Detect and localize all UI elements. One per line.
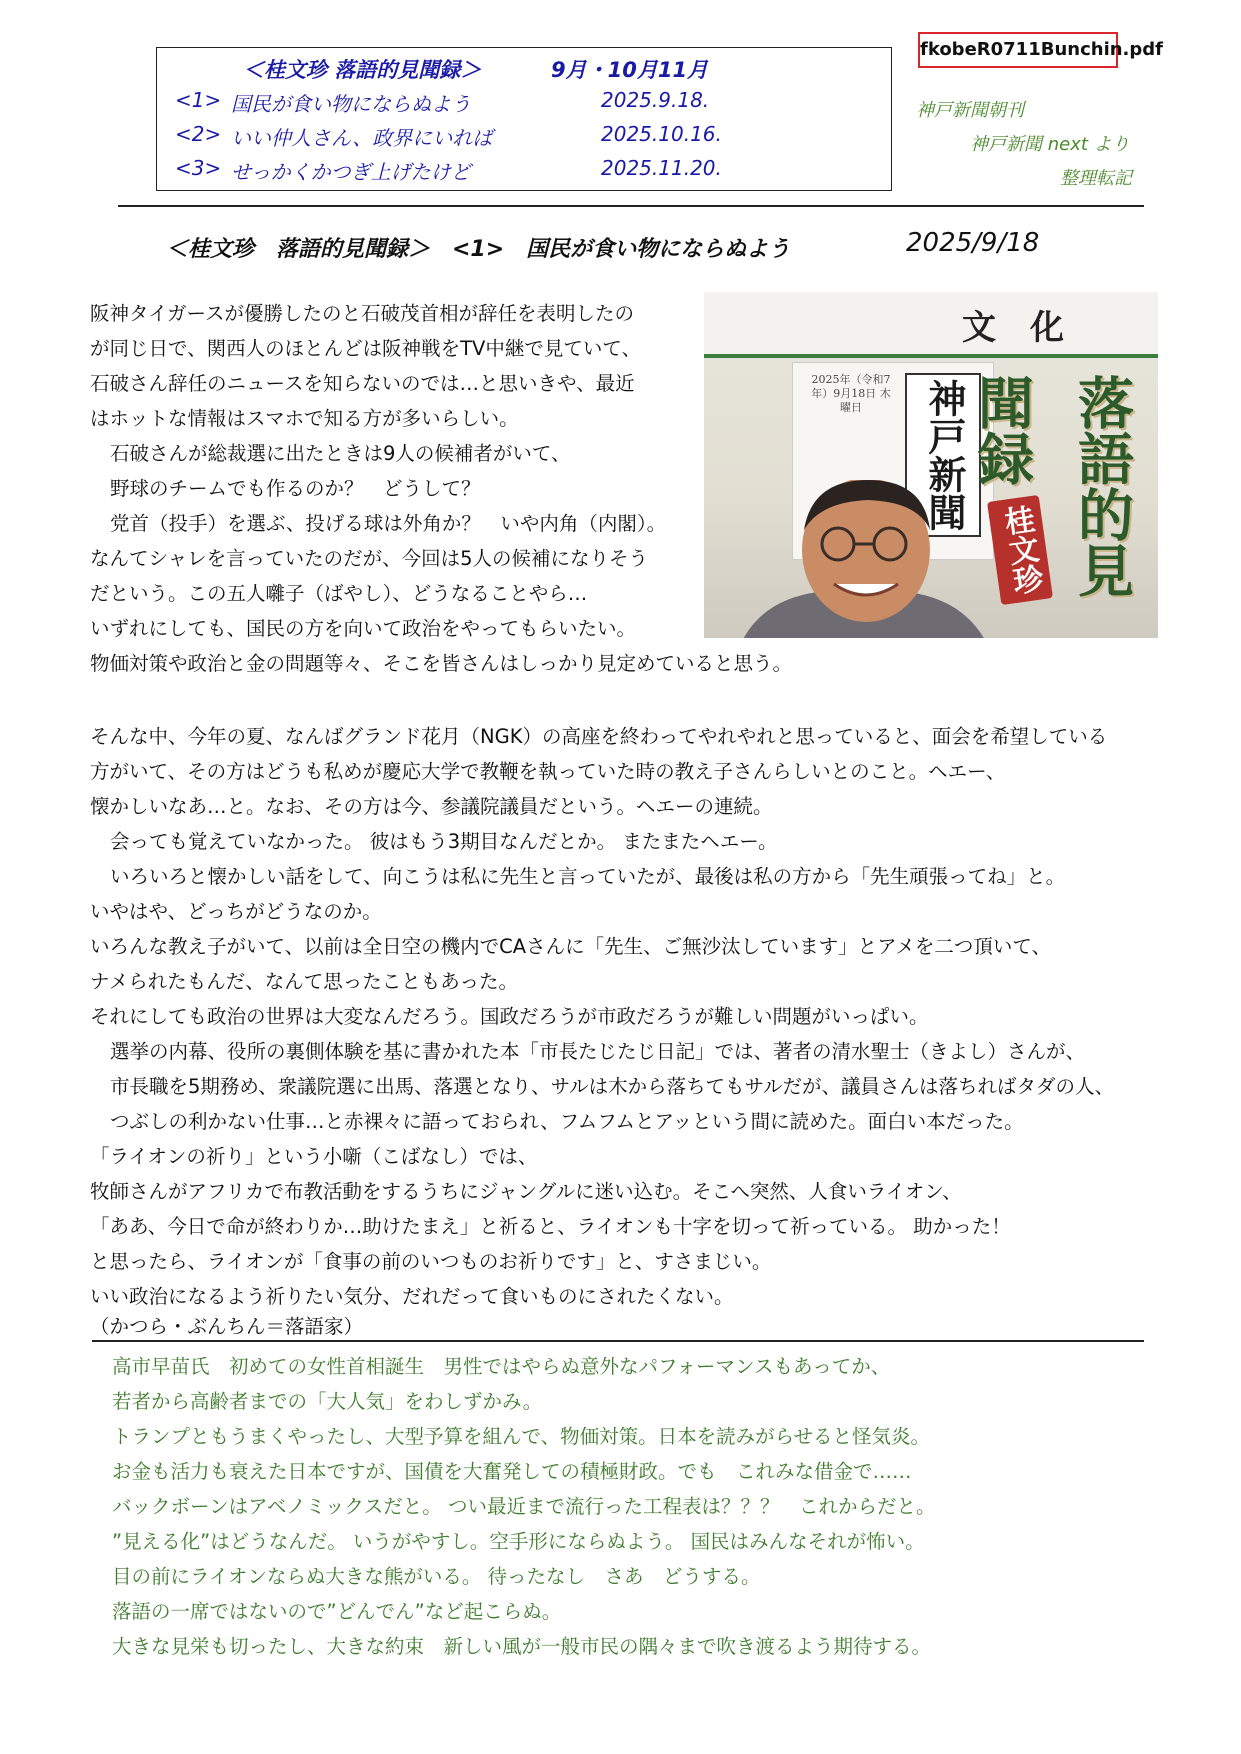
index-item-date: 2025.9.18. xyxy=(601,88,710,112)
author-seal: 桂文珍 xyxy=(987,495,1053,605)
source-note: 神戸新聞朝刊 xyxy=(916,100,1024,121)
index-title: ＜桂文珍 落語的見聞録＞ xyxy=(243,58,482,82)
divider xyxy=(92,1340,1144,1342)
source-note: 整理転記 xyxy=(1060,168,1132,189)
index-item-date: 2025.11.20. xyxy=(601,156,722,180)
body-line: いい政治になるよう祈りたい気分、だれだって食いものにされたくない。 xyxy=(90,1285,734,1308)
body-line: 「ああ、今日で命が終わりか…助けたまえ」と祈ると、ライオンも十字を切って祈っている。 助かった！ xyxy=(90,1215,1011,1238)
body-line: 阪神タイガースが優勝したのと石破茂首相が辞任を表明したの xyxy=(90,302,635,325)
body-line: 石破さんが総裁選に出たときは9人の候補者がいて、 xyxy=(110,442,571,465)
body-line: 市長職を5期務め、衆議院選に出馬、落選となり、サルは木から落ちてもサルだが、議員さんは落ちればタダの人、 xyxy=(110,1075,1114,1098)
body-line: 会っても覚えていなかった。 彼はもう3期目なんだとか。 またまたヘエー。 xyxy=(110,830,778,853)
commentary-line: バックボーンはアベノミックスだと。 つい最近まで流行った工程表は？？？ これからだと。 xyxy=(112,1495,936,1518)
file-name-label: fkobeR0711Bunchin.pdf xyxy=(918,32,1118,68)
author-portrait xyxy=(728,480,998,638)
commentary-line: 若者から高齢者までの「大人気」をわしずかみ。 xyxy=(112,1390,543,1413)
newspaper-name: 神戸新聞 xyxy=(905,373,981,537)
body-line: 物価対策や政治と金の問題等々、そこを皆さんはしっかり見定めていると思う。 xyxy=(90,652,793,675)
source-note: 神戸新聞 next より xyxy=(970,134,1130,155)
body-line: ナメられたもんだ、なんて思ったこともあった。 xyxy=(90,970,519,993)
index-box xyxy=(156,47,892,191)
commentary-line: 落語の一席ではないので”どんでん”など起こらぬ。 xyxy=(112,1600,562,1623)
index-item-date: 2025.10.16. xyxy=(601,122,722,146)
photo-section-label: 文化 xyxy=(962,308,1098,348)
body-line: いやはや、どっちがどうなのか。 xyxy=(90,900,382,923)
body-line: 方がいて、その方はどうも私めが慶応大学で教鞭を執っていた時の教え子さんらしいとのこと。ヘエー、 xyxy=(90,760,1006,783)
photo-section-band xyxy=(704,292,1158,358)
author-byline: （かつら・ぶんちん＝落語家） xyxy=(90,1315,364,1338)
body-line: 選挙の内幕、役所の裏側体験を基に書かれた本「市長たじたじ日記」では、著者の清水聖士（きよし）さんが、 xyxy=(110,1040,1086,1063)
body-line: 牧師さんがアフリカで布教活動をするうちにジャングルに迷い込む。そこへ突然、人食いライオン、 xyxy=(90,1180,962,1203)
divider xyxy=(118,205,1144,207)
body-line: そんな中、今年の夏、なんばグランド花月（NGK）の高座を終わってやれやれと思っていると、面会を希望している xyxy=(90,725,1108,748)
body-line: なんてシャレを言っていたのだが、今回は5人の候補になりそう xyxy=(90,547,649,570)
body-line: 「ライオンの祈り」という小噺（こばなし）では、 xyxy=(90,1145,538,1168)
commentary-line: 高市早苗氏 初めての女性首相誕生 男性ではやらぬ意外なパフォーマンスもあってか、 xyxy=(112,1355,891,1378)
newspaper-date: 2025年（令和7年）9月18日 木曜日 xyxy=(811,373,891,414)
article-photo xyxy=(704,292,1158,638)
commentary-line: お金も活力も衰えた日本ですが、国債を大奮発しての積極財政。でも これみな借金で…… xyxy=(112,1460,912,1483)
body-line: が同じ日で、関西人のほとんどは阪神戦をTV中継で見ていて、 xyxy=(90,337,641,360)
body-line: いろいろと懐かしい話をして、向こうは私に先生と言っていたが、最後は私の方から「先生頑張ってね」と。 xyxy=(110,865,1066,888)
body-line: いずれにしても、国民の方を向いて政治をやってもらいたい。 xyxy=(90,617,637,640)
index-item-num: <1> xyxy=(175,88,222,112)
commentary-line: 目の前にライオンならぬ大きな熊がいる。 待ったなし さあ どうする。 xyxy=(112,1565,761,1588)
body-line: それにしても政治の世界は大変なんだろう。国政だろうが市政だろうが難しい問題がいっぱい。 xyxy=(90,1005,929,1028)
column-title: 落語的見聞録 xyxy=(969,374,1135,598)
body-line: 石破さん辞任のニュースを知らないのでは…と思いきや、最近 xyxy=(90,372,635,395)
body-line: と思ったら、ライオンが「食事の前のいつものお祈りです」と、すさまじい。 xyxy=(90,1250,772,1273)
commentary-line: ”見える化”はどうなんだ。 いうがやすし。空手形にならぬよう。 国民はみんなそれが怖い。 xyxy=(112,1530,925,1553)
index-item-title: 国民が食い物にならぬよう xyxy=(231,92,471,116)
commentary-line: 大きな見栄も切ったし、大きな約束 新しい風が一般市民の隅々まで吹き渡るよう期待する。 xyxy=(112,1635,932,1658)
body-line: はホットな情報はスマホで知る方が多いらしい。 xyxy=(90,407,519,430)
commentary-line: トランプともうまくやったし、大型予算を組んで、物価対策。日本を読みがらせると怪気炎。 xyxy=(112,1425,931,1448)
article-date: 2025/9/18 xyxy=(906,228,1040,258)
index-item-title: いい仲人さん、政界にいれば xyxy=(231,126,493,150)
body-line: だという。この五人囃子（ばやし）、どうなることやら… xyxy=(90,582,588,605)
article-heading: ＜桂文珍 落語的見聞録＞ <1> 国民が食い物にならぬよう xyxy=(166,237,791,262)
body-line: 懐かしいなあ…と。なお、その方は今、参議院議員だという。ヘエーの連続。 xyxy=(90,795,773,818)
index-item-title: せっかくかつぎ上げたけど xyxy=(231,160,471,184)
body-line: 党首（投手）を選ぶ、投げる球は外角か？ いや内角（内閣）。 xyxy=(110,512,667,535)
index-item-num: <3> xyxy=(175,156,222,180)
body-line: つぶしの利かない仕事…と赤裸々に語っておられ、フムフムとアッという間に読めた。面白い本だった。 xyxy=(110,1110,1024,1133)
body-line: 野球のチームでも作るのか？ どうして？ xyxy=(110,477,481,500)
index-item-num: <2> xyxy=(175,122,222,146)
index-range: 9月・10月11月 xyxy=(551,58,709,82)
body-line: いろんな教え子がいて、以前は全日空の機内でCAさんに「先生、ご無沙汰しています」とアメを二つ頂いて、 xyxy=(90,935,1052,958)
